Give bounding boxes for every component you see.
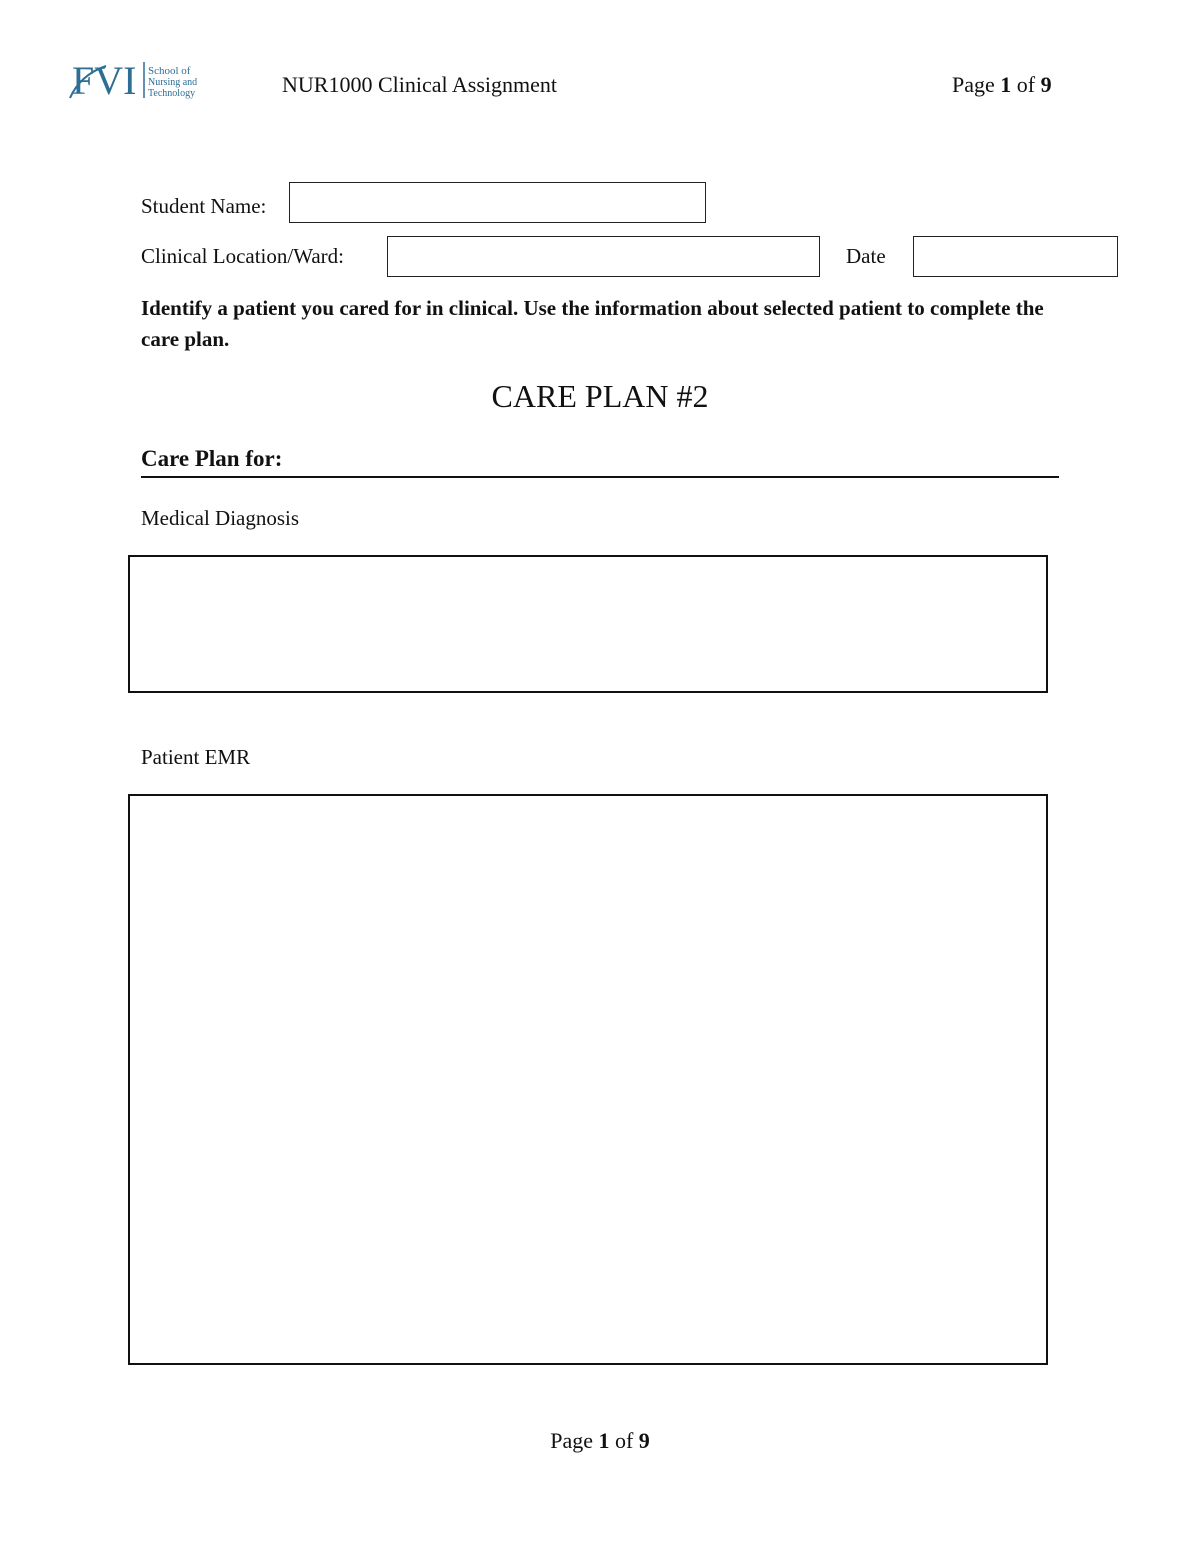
header-title: NUR1000 Clinical Assignment [282,72,557,97]
header-page-label: Page [952,72,995,97]
fvi-logo-icon [66,54,206,104]
medical-diagnosis-box[interactable] [128,555,1048,693]
logo-mark: FVI [72,58,137,103]
patient-emr-box[interactable] [128,794,1048,1365]
logo-text-line-3: Technology [148,88,196,99]
logo-text-line-1: School of [148,65,191,77]
footer-page-number [0,1428,1200,1454]
student-name-label: Student Name: [141,194,267,218]
footer-page-label: Page [550,1428,593,1453]
clinical-location-label: Clinical Location/Ward: [141,244,344,268]
school-logo [66,54,206,104]
date-label: Date [846,244,886,268]
patient-emr-label: Patient EMR [141,745,251,769]
student-name-field[interactable] [289,182,706,223]
footer-page-current: 1 [598,1428,610,1453]
date-field[interactable] [913,236,1118,277]
logo-text-line-2: Nursing and [148,77,198,88]
instructions-text: Identify a patient you cared for in clinical. Use the information about selected patient to complete the care plan. [141,296,1044,351]
header-page-total: 9 [1040,72,1052,97]
footer-page-of: of [614,1428,634,1453]
header-page-current: 1 [1000,72,1012,97]
care-plan-for-label: Care Plan for: [141,446,283,471]
medical-diagnosis-label: Medical Diagnosis [141,506,300,530]
header-page-number [952,72,1052,98]
clinical-location-field[interactable] [387,236,820,277]
care-plan-for-underline [141,476,1059,478]
care-plan-title: CARE PLAN #2 [491,378,709,414]
header-page-of: of [1016,72,1036,97]
footer-page-total: 9 [638,1428,650,1453]
